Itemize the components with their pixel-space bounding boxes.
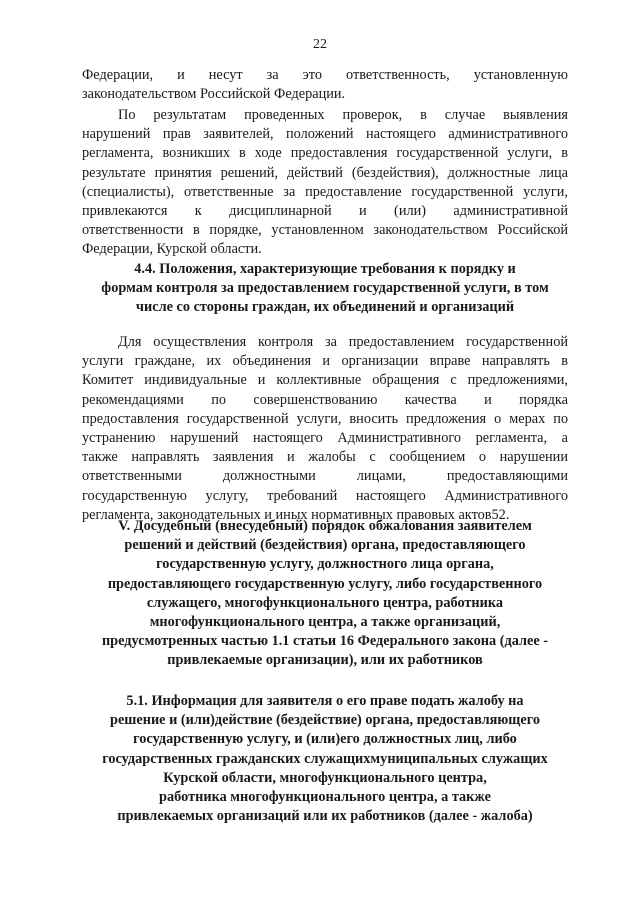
heading-line: числе со стороны граждан, их объединений и организаций — [135, 299, 515, 316]
text-line: ответственными должностными лицами, предоставляющими — [82, 468, 568, 485]
paragraph-continuation — [82, 66, 568, 104]
heading-line: 5.1. Информация для заявителя о его праве подать жалобу на — [126, 693, 524, 709]
text-line: Федерации, Курской области. — [82, 241, 262, 258]
heading-line: решение и (или)действие (бездействие) органа, предоставляющего — [110, 712, 540, 729]
heading-line: служащего, многофункционального центра, работника — [146, 594, 504, 611]
heading-line: государственных гражданских служащихмуниципальных служащих — [102, 750, 548, 767]
heading-line: государственную услугу, должностного лица органа, — [156, 556, 494, 573]
text-line: законодательством Российской Федерации. — [82, 86, 346, 103]
heading-line: V. Досудебный (внесудебный) порядок обжалования заявителем — [118, 518, 532, 534]
heading-line: привлекаемых организаций или их работников (далее - жалоба) — [117, 808, 533, 825]
text-line: нарушений прав заявителей, положений настоящего административного — [82, 126, 568, 143]
text-line: государственную услугу, требований настоящего Административного — [82, 487, 568, 504]
text-line: также направлять заявления и жалобы с сообщением о нарушении — [82, 449, 568, 466]
heading-line: предусмотренных частью 1.1 статьи 16 Федерального закона (далее - — [101, 633, 549, 650]
heading-line: работника многофункционального центра, а также — [159, 788, 491, 805]
section-heading-4-4 — [82, 260, 568, 318]
text-line: рекомендациями по совершенствованию качества и порядка — [82, 391, 568, 408]
text-line: предоставления государственной услуги, вносить предложения о мерах по — [82, 410, 568, 427]
text-line: привлекаются к дисциплинарной и (или) административной — [82, 202, 568, 219]
text-line: регламента, законодательных и иных нормативных правовых актов52. — [82, 506, 510, 523]
section-heading-5-1 — [82, 692, 568, 826]
paragraph-responsibility — [82, 106, 568, 260]
text-line: ответственности в порядке, установленном законодательством Российской — [82, 222, 568, 239]
text-line: результате принятия решений, действий (бездействия), должностные лица — [82, 164, 568, 181]
heading-line: 4.4. Положения, характеризующие требования к порядку и — [134, 261, 516, 277]
heading-line: предоставляющего государственную услугу, либо государственного — [107, 575, 543, 592]
heading-line: решений и действий (бездействия) органа, предоставляющего — [124, 537, 526, 554]
heading-line: формам контроля за предоставлением государственной услуги, в том — [101, 280, 549, 297]
text-line: регламента, возникших в ходе предоставления государственной услуги, в — [82, 145, 568, 162]
text-line: услуги граждане, их объединения и организации вправе направлять в — [82, 353, 568, 370]
heading-line: привлекаемые организации), или их работников — [167, 652, 483, 669]
heading-line: государственную услугу, и (или)его должностных лиц, либо — [133, 731, 517, 748]
heading-line: многофункционального центра, а также организаций, — [149, 613, 501, 630]
text-line: устранению нарушений настоящего Административного регламента, а — [82, 429, 568, 446]
text-line: Для осуществления контроля за предоставлением государственной — [118, 334, 568, 350]
paragraph-control — [82, 333, 568, 525]
heading-line: Курской области, многофункционального центра, — [163, 769, 487, 786]
text-line: (специалисты), ответственные за предоставление государственной услуги, — [82, 183, 568, 200]
text-line: Комитет индивидуальные и коллективные обращения с предложениями, — [82, 372, 568, 389]
page-number: 22 — [313, 37, 327, 52]
section-heading-v — [82, 517, 568, 671]
text-line: Федерации, и несут за это ответственность, установленную — [82, 67, 568, 83]
text-line: По результатам проведенных проверок, в случае выявления — [118, 107, 568, 123]
